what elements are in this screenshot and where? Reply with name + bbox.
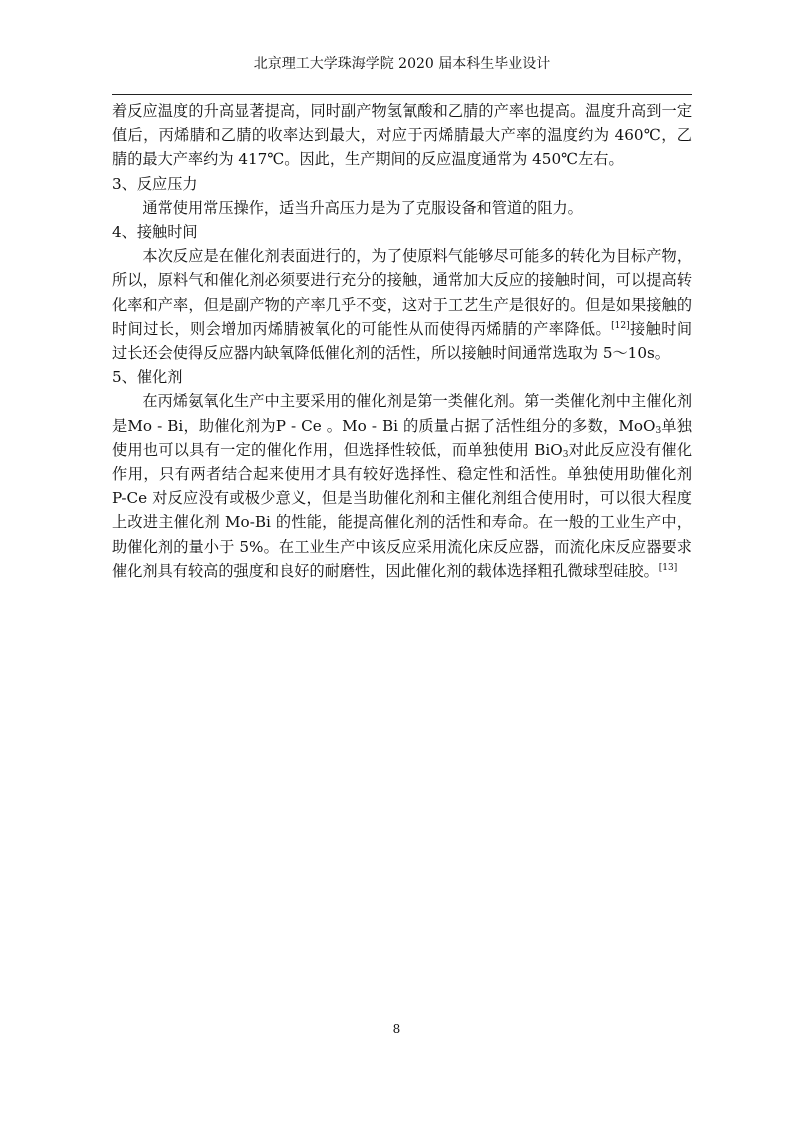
citation-12: [12]: [611, 320, 630, 331]
paragraph-catalyst: [112, 389, 692, 583]
contact-time-text-tail: 接触时间过长还会使得反应器内缺氧降低催化剂的活性，所以接触时间通常选取为 5～10s。: [112, 319, 692, 363]
section-heading-pressure: 3、反应压力: [112, 174, 198, 193]
catalyst-text-a: 在丙烯氨氧化生产中主要采用的催化剂是第一类催化剂。第一类催化剂中主催化剂是Mo - Bi，助催化剂为P - Ce 。Mo - Bi 的质量占据了活性组分的多数，MoO: [112, 392, 692, 435]
paragraph-contact-time: [112, 244, 692, 365]
paragraph-pressure: 通常使用常压操作，适当升高压力是为了克服设备和管道的阻力。: [142, 198, 583, 217]
catalyst-text-c: 对此反应没有催化作用，只有两者结合起来使用才具有较好选择性、稳定性和活性。单独使用助催化剂 P-Ce 对反应没有或极少意义，但是当助催化剂和主催化剂组合使用时，可以很大程度上改进主催化剂 Mo-Bi 的性能，能提高催化剂的活性和寿命。在一般的工业生产中，助催化剂的量小于 5%。在工业生产中该反应采用流化床反应器，而流化床反应器要求催化剂具有较高的强度和良好的耐磨性，因此催化剂的载体选择粗孔微球型硅胶。: [112, 440, 693, 580]
section-heading-contact-time: 4、接触时间: [112, 223, 198, 242]
page-number: 8: [392, 1022, 401, 1036]
paragraph-temperature: 着反应温度的升高显著提高，同时副产物氢氰酸和乙腈的产率也提高。温度升高到一定值后，丙烯腈和乙腈的收率达到最大，对应于丙烯腈最大产率的温度约为 460℃，乙腈的最大产率约为 417℃。因此，生产期间的反应温度通常为 450℃左右。: [112, 102, 692, 169]
contact-time-text: 本次反应是在催化剂表面进行的，为了使原料气能够尽可能多的转化为目标产物，所以，原料气和催化剂必须要进行充分的接触，通常加大反应的接触时间，可以提高转化率和产率，但是副产物的产率几乎不变，这对于工艺生产是很好的。但是如果接触的时间过长，则会增加丙烯腈被氧化的可能性从而使得丙烯腈的产率降低。: [112, 247, 692, 338]
moo3-subscript: 3: [655, 425, 662, 436]
header-rule: [112, 94, 692, 95]
catalyst-text-b: 单独使用也可以具有一定的催化作用，但选择性较低，而单独使用 BiO: [112, 416, 692, 459]
bio3-subscript: 3: [562, 449, 569, 460]
citation-13: [13]: [658, 562, 678, 573]
section-heading-catalyst: 5、催化剂: [112, 368, 183, 387]
page-header: 北京理工大学珠海学院 2020 届本科生毕业设计: [253, 56, 551, 72]
document-body: [112, 99, 692, 583]
